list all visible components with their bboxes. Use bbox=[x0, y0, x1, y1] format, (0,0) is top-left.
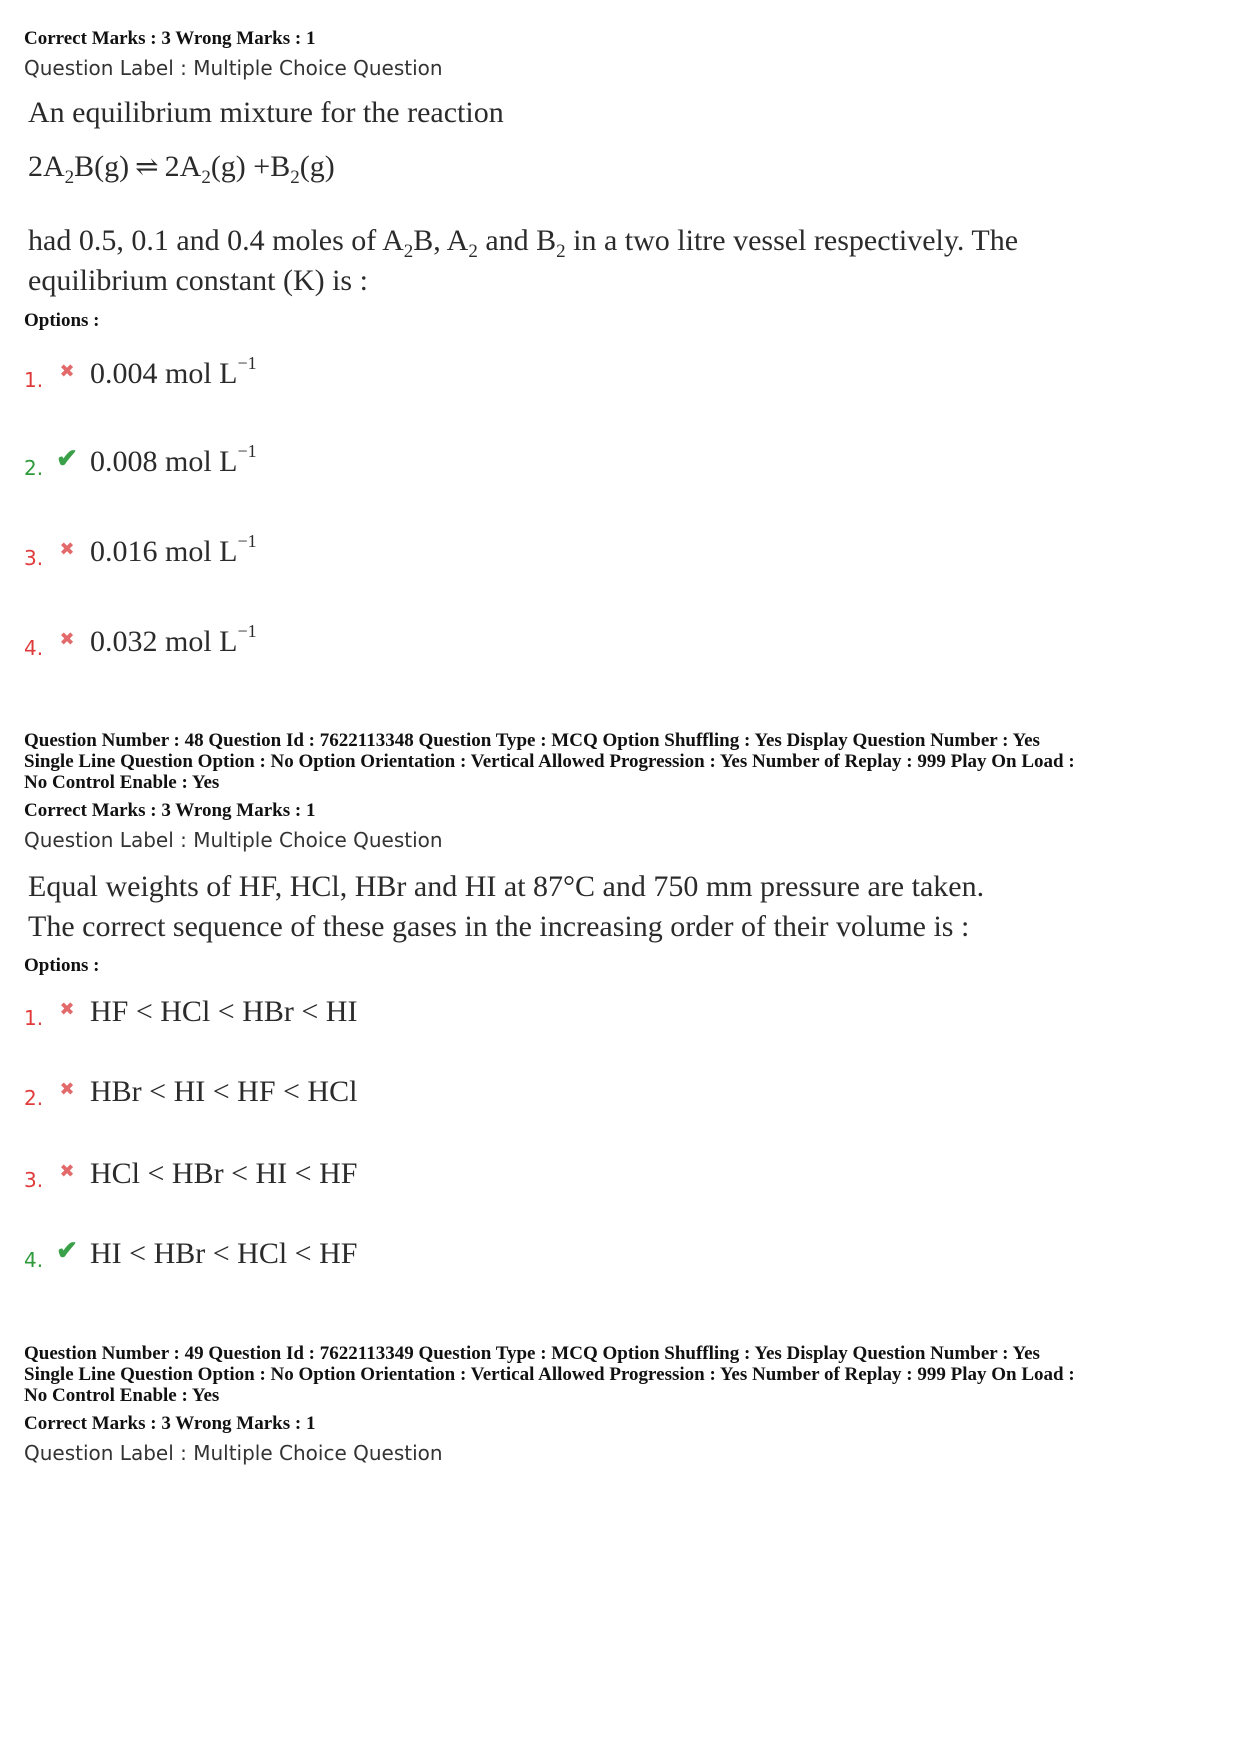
q47-option-3[interactable] bbox=[24, 530, 257, 570]
q47-reaction: $2A_2B(g)$ ⇌ $2A_2(g) +B_2(g)$ bbox=[28, 150, 335, 188]
q47-stem-line3: equilibrium constant (K) is : bbox=[28, 264, 368, 297]
cross-icon: ✖ bbox=[59, 539, 75, 559]
q48-stem-line1: Equal weights of HF, HCl, HBr and HI at 87°C and 750 mm pressure are taken. bbox=[28, 870, 985, 903]
q48-option-2[interactable] bbox=[24, 1070, 357, 1110]
q49-header-line3: No Control Enable : Yes bbox=[24, 1385, 220, 1406]
q47-option-4[interactable] bbox=[24, 620, 257, 660]
q47-options-label: Options : bbox=[24, 310, 100, 331]
q49-header-line2: Single Line Question Option : No Option Orientation : Vertical Allowed Progression : Yes Number of Replay : 999 Play On Load : bbox=[24, 1364, 1075, 1385]
q47-stem-line2: had 0.5, 0.1 and 0.4 moles of $A_2B$, $A_2$ and $B_2$ in a two litre vessel respectively. The bbox=[28, 224, 1019, 262]
q48-marks: Correct Marks : 3 Wrong Marks : 1 bbox=[24, 800, 316, 821]
option-number: 2. bbox=[24, 456, 44, 480]
check-icon: ✔ bbox=[56, 444, 78, 473]
option-number: 3. bbox=[24, 546, 44, 570]
q48-header-line2: Single Line Question Option : No Option Orientation : Vertical Allowed Progression : Yes Number of Replay : 999 Play On Load : bbox=[24, 751, 1075, 772]
cross-icon: ✖ bbox=[59, 1161, 75, 1181]
option-number: 1. bbox=[24, 368, 44, 392]
q47-label: Question Label : Multiple Choice Question bbox=[24, 56, 443, 80]
option-number: 3. bbox=[24, 1168, 44, 1192]
q49-header-line1: Question Number : 49 Question Id : 7622113349 Question Type : MCQ Option Shuffling : Yes Display Question Number : Yes bbox=[24, 1343, 1040, 1364]
q48-option-3[interactable] bbox=[24, 1152, 357, 1192]
option-number: 1. bbox=[24, 1006, 44, 1030]
option-value: 0.008 mol $L^{-1}$ bbox=[90, 441, 257, 478]
q49-marks: Correct Marks : 3 Wrong Marks : 1 bbox=[24, 1413, 316, 1434]
equilibrium-arrow-icon: ⇌ bbox=[135, 152, 159, 183]
option-number: 4. bbox=[24, 636, 44, 660]
q49-header bbox=[24, 1343, 1224, 1406]
option-value: 0.016 mol $L^{-1}$ bbox=[90, 531, 257, 568]
cross-icon: ✖ bbox=[59, 629, 75, 649]
option-value: 0.004 mol $L^{-1}$ bbox=[90, 353, 257, 390]
q48-option-1[interactable] bbox=[24, 990, 357, 1030]
q48-header bbox=[24, 730, 1224, 793]
option-number: 2. bbox=[24, 1086, 44, 1110]
cross-icon: ✖ bbox=[59, 1079, 75, 1099]
option-value: HF < HCl < HBr < HI bbox=[90, 995, 358, 1028]
option-number: 4. bbox=[24, 1248, 44, 1272]
q47-stem-intro: An equilibrium mixture for the reaction bbox=[28, 96, 504, 129]
q47-option-2[interactable] bbox=[24, 440, 257, 480]
q47-marks: Correct Marks : 3 Wrong Marks : 1 bbox=[24, 28, 316, 49]
option-value: HCl < HBr < HI < HF bbox=[90, 1157, 358, 1190]
q48-stem-line2: The correct sequence of these gases in the increasing order of their volume is : bbox=[28, 910, 970, 943]
q49-label: Question Label : Multiple Choice Question bbox=[24, 1441, 443, 1465]
option-value: HI < HBr < HCl < HF bbox=[90, 1237, 358, 1270]
option-value: HBr < HI < HF < HCl bbox=[90, 1075, 358, 1108]
q48-label: Question Label : Multiple Choice Question bbox=[24, 828, 443, 852]
check-icon: ✔ bbox=[56, 1236, 78, 1265]
cross-icon: ✖ bbox=[59, 999, 75, 1019]
q47-option-1[interactable] bbox=[24, 352, 257, 392]
q48-option-4[interactable] bbox=[24, 1232, 357, 1272]
q48-header-line3: No Control Enable : Yes bbox=[24, 772, 220, 793]
cross-icon: ✖ bbox=[59, 361, 75, 381]
option-value: 0.032 mol $L^{-1}$ bbox=[90, 621, 257, 658]
q48-options-label: Options : bbox=[24, 955, 100, 976]
q48-header-line1: Question Number : 48 Question Id : 7622113348 Question Type : MCQ Option Shuffling : Yes Display Question Number : Yes bbox=[24, 730, 1040, 751]
